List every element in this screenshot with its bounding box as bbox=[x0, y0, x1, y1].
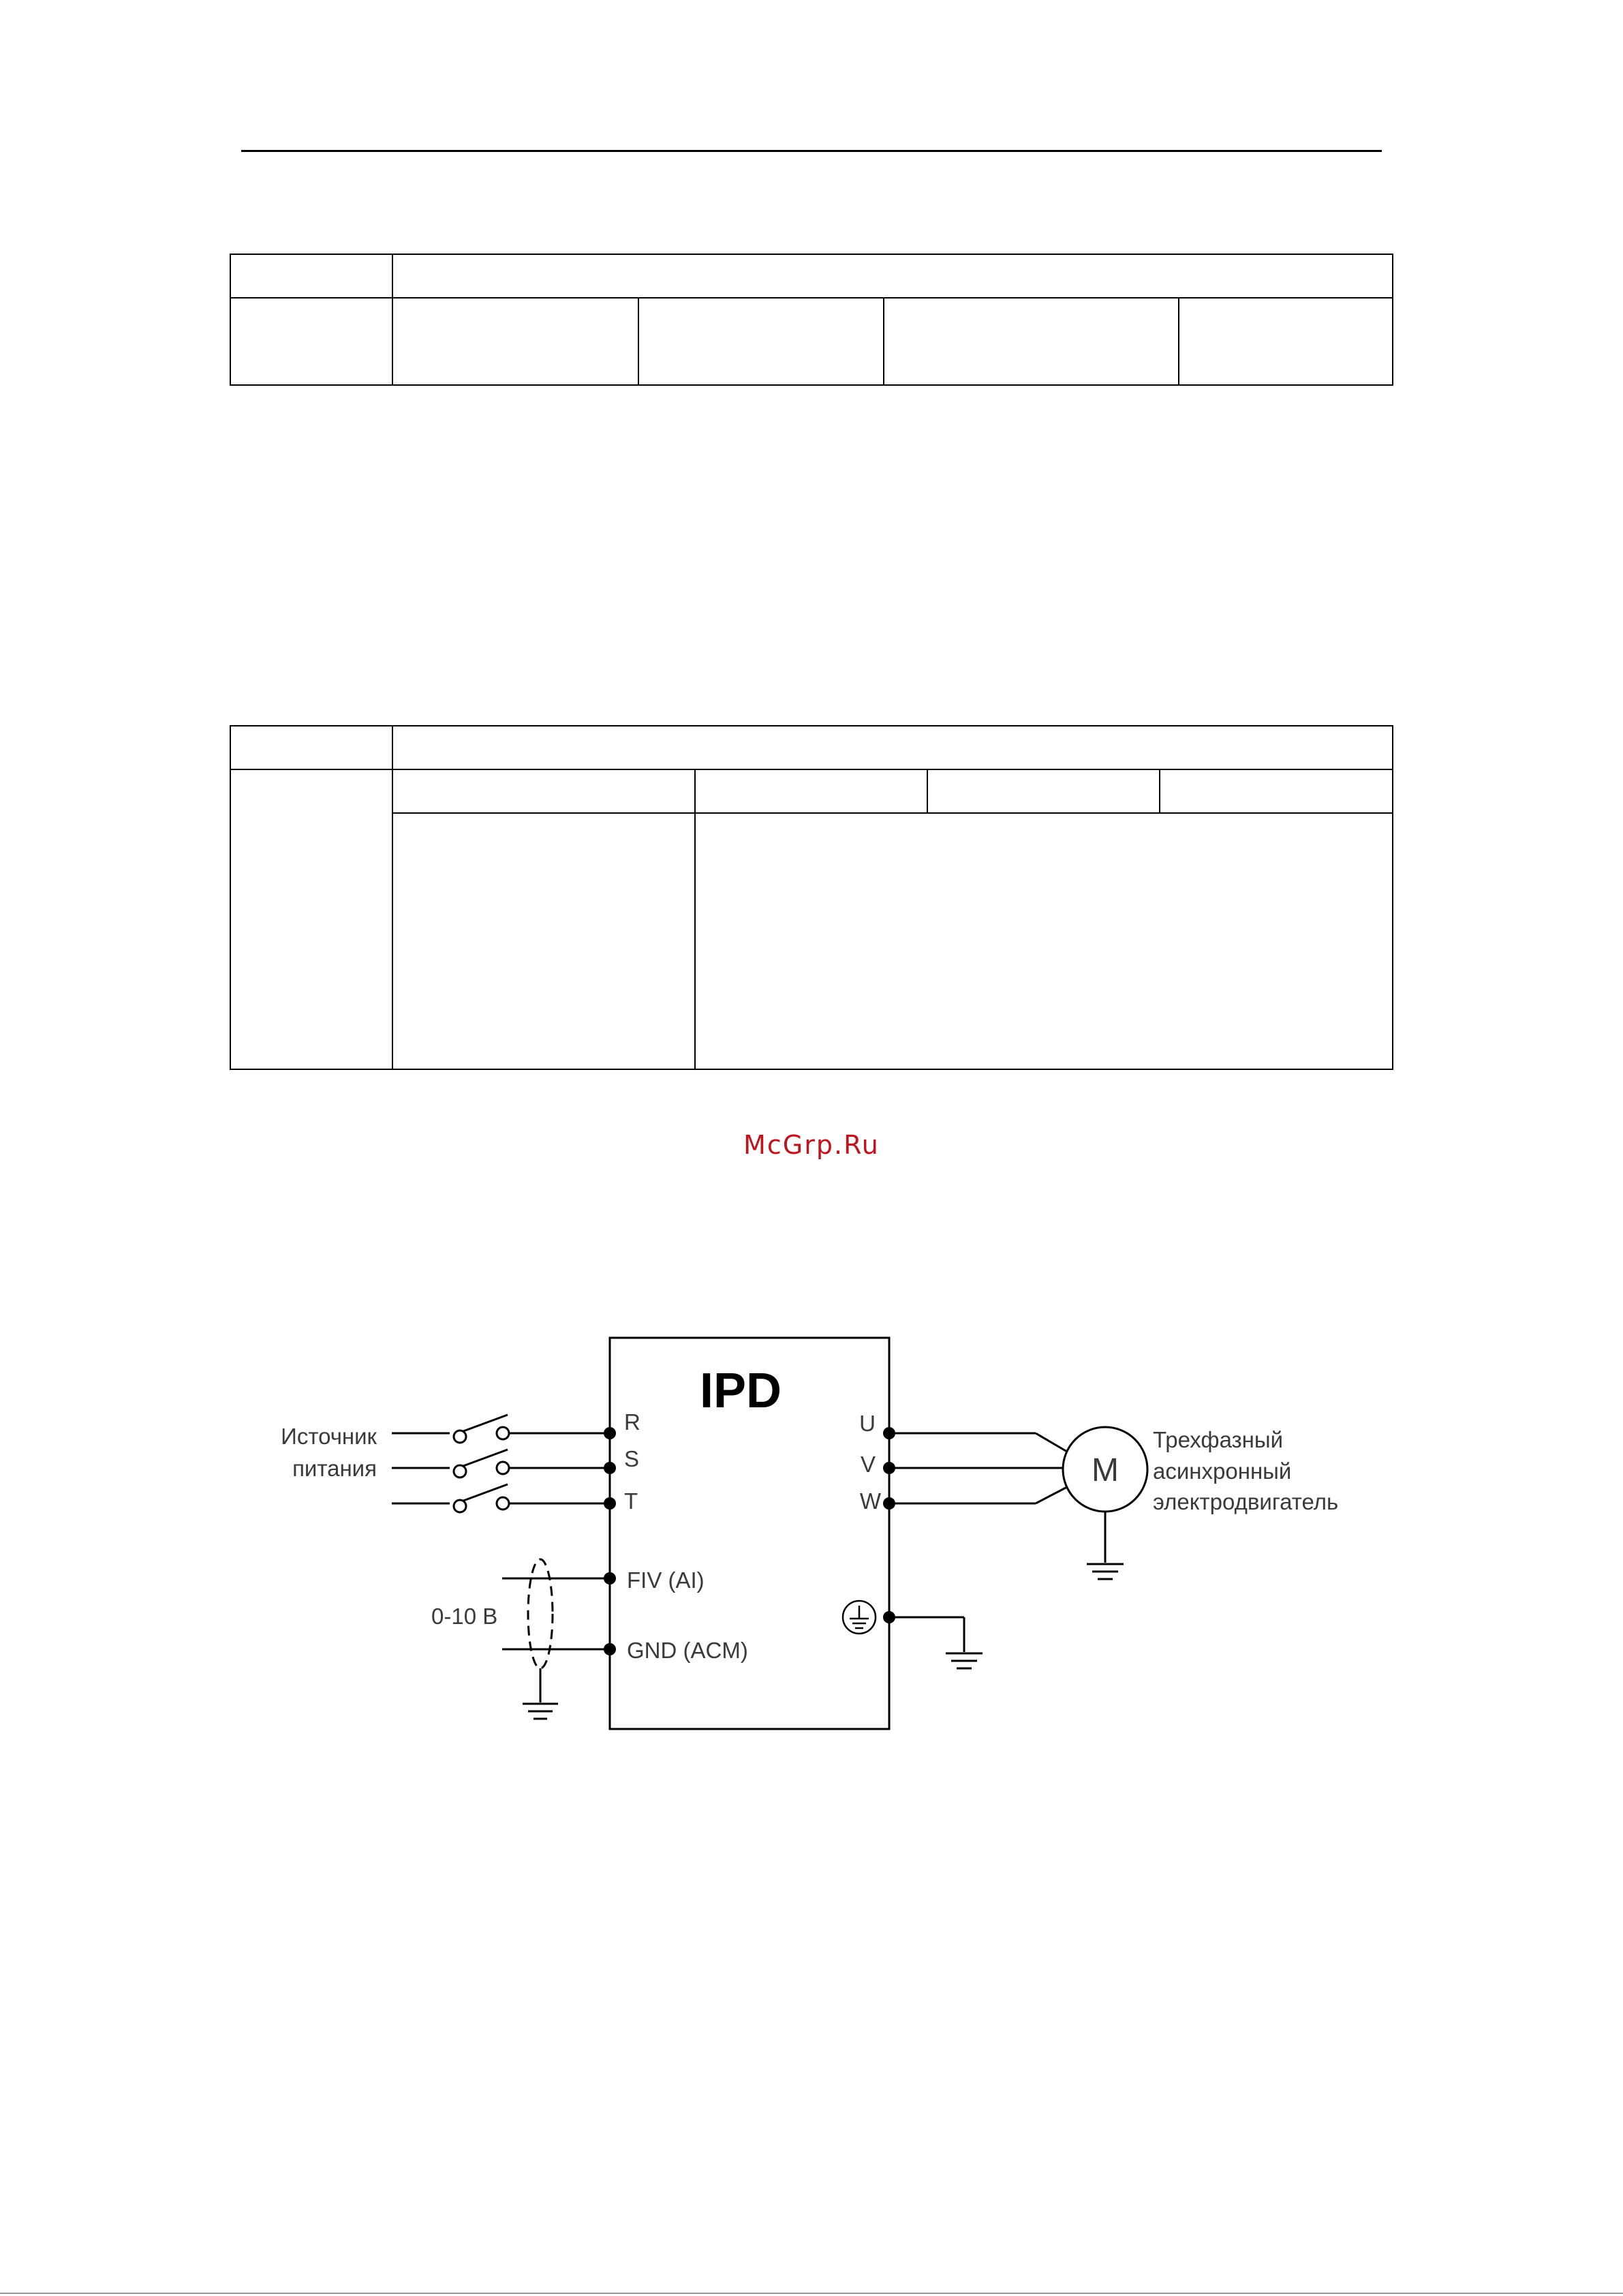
terminal-label-w: W bbox=[859, 1488, 881, 1514]
switch-icon bbox=[454, 1484, 509, 1512]
terminal-v bbox=[883, 1462, 895, 1474]
ground-icon bbox=[523, 1704, 558, 1719]
shield-icon bbox=[528, 1559, 553, 1668]
terminal-t bbox=[604, 1497, 616, 1510]
voltage-label: 0-10 В bbox=[431, 1604, 498, 1629]
terminal-label-v: V bbox=[860, 1452, 876, 1477]
terminal-fiv bbox=[604, 1572, 616, 1585]
motor-label-1: Трехфазный bbox=[1153, 1427, 1284, 1452]
power-source-label-2: питания bbox=[292, 1456, 377, 1481]
terminal-label-t: T bbox=[624, 1488, 638, 1514]
motor-label-2: асинхронный bbox=[1153, 1458, 1292, 1484]
terminal-label-u: U bbox=[859, 1411, 876, 1436]
footer-rule bbox=[0, 2293, 1623, 2294]
terminal-s bbox=[604, 1462, 616, 1474]
terminal-w bbox=[883, 1497, 895, 1510]
terminal-u bbox=[883, 1427, 895, 1439]
terminal-r bbox=[604, 1427, 616, 1439]
watermark: McGrp.Ru bbox=[743, 1130, 880, 1160]
terminal-pe bbox=[883, 1611, 895, 1623]
motor-symbol: M bbox=[1092, 1452, 1119, 1488]
motor-label-3: электродвигатель bbox=[1153, 1489, 1339, 1514]
protective-earth-icon bbox=[843, 1601, 876, 1634]
terminal-label-r: R bbox=[624, 1409, 640, 1435]
ground-icon bbox=[946, 1653, 983, 1668]
ground-icon bbox=[1087, 1564, 1124, 1579]
power-source-label-1: Источник bbox=[281, 1424, 377, 1449]
analog-terminal-label-2: GND (ACM) bbox=[627, 1638, 748, 1663]
switch-icon bbox=[454, 1415, 509, 1443]
switch-icon bbox=[454, 1450, 509, 1478]
terminal-gnd bbox=[604, 1643, 616, 1655]
device-label: IPD bbox=[699, 1364, 782, 1418]
terminal-label-s: S bbox=[624, 1446, 640, 1471]
analog-terminal-label-1: FIV (AI) bbox=[627, 1567, 705, 1593]
